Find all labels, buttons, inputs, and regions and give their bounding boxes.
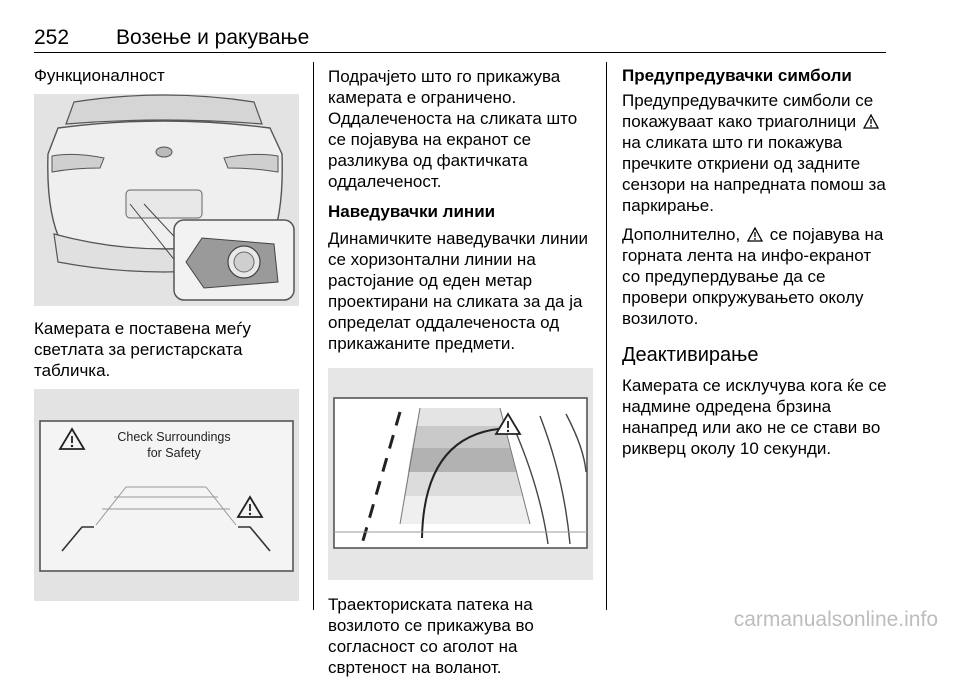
page-number: 252 [34, 26, 70, 49]
section-heading-function: Функционалност [34, 66, 165, 85]
additional-warning-text-b: се појавува на горната лента на инфо-екранот со предупердување да се провери опкружувањето околу возилото. [622, 225, 884, 328]
camera-display-illustration [34, 389, 299, 601]
warning-symbols-heading: Предупредувачки симболи [622, 66, 852, 85]
warning-symbols-paragraph [622, 90, 887, 216]
guide-lines-illustration [328, 368, 593, 580]
deactivation-heading: Деактивирање [622, 344, 759, 366]
guide-lines-heading: Наведувачки линии [328, 202, 496, 221]
chapter-title: Возење и ракување [116, 26, 310, 49]
warning-triangle-icon [747, 227, 763, 242]
display-area-paragraph: Подрачјето што го прикажува камерата е ограничено. Оддалеченоста на сликата што се појавува на екранот се разликува од фактичката оддалеченост. [328, 67, 578, 191]
car-rear-illustration [34, 94, 299, 306]
column-divider [313, 62, 314, 610]
warning-triangle-icon [863, 114, 879, 129]
page-header [34, 22, 886, 53]
trajectory-paragraph: Траекториската патека на возилото се прикажува во согласност со аголот на свртеност на воланот. [328, 595, 534, 677]
display-warning-text-line1: Check Surroundings [117, 430, 231, 444]
column-2 [328, 66, 593, 686]
guide-lines-paragraph: Динамичките наведувачки линии се хоризонтални линии на растојание од еден метар проектирани на сликата за да ја определат оддалеченоста од прикажаните предмети. [328, 229, 589, 353]
display-warning-text-line2: for Safety [147, 446, 201, 460]
watermark: carmanualsonline.info [733, 608, 938, 631]
car-rear-camera-illustration [34, 94, 299, 306]
warning-symbols-text-a: Предупредувачките симболи се покажуваат како триаголници [622, 91, 874, 131]
camera-location-caption: Камерата е поставена меѓу светлата за регистарската табличка. [34, 319, 251, 380]
additional-warning-text-a: Дополнително, [622, 225, 741, 244]
column-divider [606, 62, 607, 610]
column-3 [622, 66, 887, 467]
additional-warning-paragraph [622, 224, 887, 329]
column-1 [34, 66, 299, 601]
deactivation-paragraph: Камерата се исклучува кога ќе се надмине одредена брзина нанапред или ако не се стави во рикверц околу 10 секунди. [622, 376, 887, 458]
warning-symbols-text-b: на сликата што ги покажува пречките откриени од задните сензори на напредната помош за паркирање. [622, 133, 886, 215]
